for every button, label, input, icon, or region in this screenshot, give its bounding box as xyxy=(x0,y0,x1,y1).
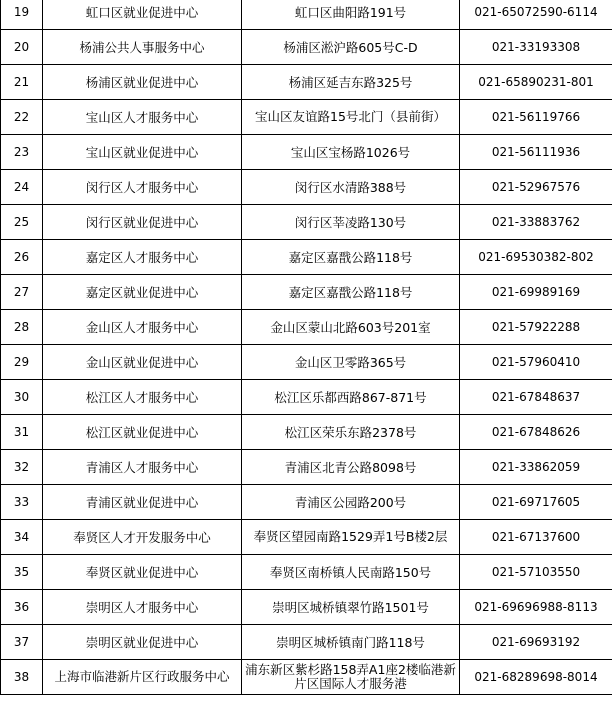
center-address: 杨浦区淞沪路605号C-D xyxy=(242,30,460,65)
center-address: 奉贤区望园南路1529弄1号B楼2层 xyxy=(242,520,460,555)
row-number: 19 xyxy=(1,0,43,30)
center-phone: 021-67848626 xyxy=(460,415,612,450)
table-row xyxy=(1,450,612,485)
center-name: 宝山区人才服务中心 xyxy=(43,100,242,135)
center-address: 奉贤区南桥镇人民南路150号 xyxy=(242,555,460,590)
center-phone: 021-67848637 xyxy=(460,380,612,415)
center-phone: 021-57960410 xyxy=(460,345,612,380)
center-address: 嘉定区嘉戬公路118号 xyxy=(242,240,460,275)
row-number: 32 xyxy=(1,450,43,485)
center-address: 崇明区城桥镇南门路118号 xyxy=(242,625,460,660)
row-number: 22 xyxy=(1,100,43,135)
center-phone: 021-57922288 xyxy=(460,310,612,345)
row-number: 29 xyxy=(1,345,43,380)
center-phone: 021-67137600 xyxy=(460,520,612,555)
row-number: 21 xyxy=(1,65,43,100)
table-row xyxy=(1,380,612,415)
center-name: 青浦区就业促进中心 xyxy=(43,485,242,520)
row-number: 28 xyxy=(1,310,43,345)
center-phone: 021-33193308 xyxy=(460,30,612,65)
row-number: 36 xyxy=(1,590,43,625)
row-number: 34 xyxy=(1,520,43,555)
center-name: 闵行区人才服务中心 xyxy=(43,170,242,205)
table-row xyxy=(1,660,612,695)
center-phone: 021-69696988-8113 xyxy=(460,590,612,625)
table-body xyxy=(1,0,612,695)
center-phone: 021-69717605 xyxy=(460,485,612,520)
center-name: 金山区就业促进中心 xyxy=(43,345,242,380)
table-row xyxy=(1,240,612,275)
center-phone: 021-65072590-6114 xyxy=(460,0,612,30)
row-number: 33 xyxy=(1,485,43,520)
row-number: 30 xyxy=(1,380,43,415)
center-phone: 021-69693192 xyxy=(460,625,612,660)
center-name: 奉贤区就业促进中心 xyxy=(43,555,242,590)
center-phone: 021-65890231-801 xyxy=(460,65,612,100)
center-name: 嘉定区就业促进中心 xyxy=(43,275,242,310)
center-name: 金山区人才服务中心 xyxy=(43,310,242,345)
center-address: 金山区蒙山北路603号201室 xyxy=(242,310,460,345)
center-phone: 021-68289698-8014 xyxy=(460,660,612,695)
center-name: 上海市临港新片区行政服务中心 xyxy=(43,660,242,695)
row-number: 23 xyxy=(1,135,43,170)
row-number: 20 xyxy=(1,30,43,65)
table-row xyxy=(1,170,612,205)
center-name: 宝山区就业促进中心 xyxy=(43,135,242,170)
row-number: 26 xyxy=(1,240,43,275)
table-row xyxy=(1,345,612,380)
center-phone: 021-33862059 xyxy=(460,450,612,485)
center-address: 杨浦区延吉东路325号 xyxy=(242,65,460,100)
row-number: 31 xyxy=(1,415,43,450)
center-name: 松江区人才服务中心 xyxy=(43,380,242,415)
center-address: 宝山区友谊路15号北门（县前街） xyxy=(242,100,460,135)
center-address: 虹口区曲阳路191号 xyxy=(242,0,460,30)
table-row xyxy=(1,205,612,240)
center-phone: 021-52967576 xyxy=(460,170,612,205)
table-row xyxy=(1,0,612,30)
center-name: 杨浦公共人事服务中心 xyxy=(43,30,242,65)
center-phone: 021-69530382-802 xyxy=(460,240,612,275)
row-number: 24 xyxy=(1,170,43,205)
table-row xyxy=(1,135,612,170)
center-address: 青浦区公园路200号 xyxy=(242,485,460,520)
center-phone: 021-57103550 xyxy=(460,555,612,590)
center-name: 嘉定区人才服务中心 xyxy=(43,240,242,275)
center-name: 崇明区人才服务中心 xyxy=(43,590,242,625)
center-name: 奉贤区人才开发服务中心 xyxy=(43,520,242,555)
row-number: 35 xyxy=(1,555,43,590)
center-address: 崇明区城桥镇翠竹路1501号 xyxy=(242,590,460,625)
center-name: 虹口区就业促进中心 xyxy=(43,0,242,30)
center-address: 金山区卫零路365号 xyxy=(242,345,460,380)
table-row xyxy=(1,275,612,310)
row-number: 25 xyxy=(1,205,43,240)
table-row xyxy=(1,415,612,450)
center-name: 崇明区就业促进中心 xyxy=(43,625,242,660)
center-address: 浦东新区紫杉路158弄A1座2楼临港新片区国际人才服务港 xyxy=(242,660,460,695)
center-phone: 021-69989169 xyxy=(460,275,612,310)
row-number: 27 xyxy=(1,275,43,310)
center-phone: 021-56119766 xyxy=(460,100,612,135)
table-row xyxy=(1,485,612,520)
center-phone: 021-33883762 xyxy=(460,205,612,240)
center-address: 宝山区宝杨路1026号 xyxy=(242,135,460,170)
center-address: 闵行区莘凌路130号 xyxy=(242,205,460,240)
table-row xyxy=(1,30,612,65)
table-row xyxy=(1,520,612,555)
center-address: 嘉定区嘉戬公路118号 xyxy=(242,275,460,310)
center-phone: 021-56111936 xyxy=(460,135,612,170)
row-number: 38 xyxy=(1,660,43,695)
center-address: 青浦区北青公路8098号 xyxy=(242,450,460,485)
center-name: 松江区就业促进中心 xyxy=(43,415,242,450)
center-address: 闵行区水清路388号 xyxy=(242,170,460,205)
center-name: 青浦区人才服务中心 xyxy=(43,450,242,485)
center-name: 杨浦区就业促进中心 xyxy=(43,65,242,100)
table-row xyxy=(1,590,612,625)
table-row xyxy=(1,65,612,100)
table-row xyxy=(1,100,612,135)
table-row xyxy=(1,310,612,345)
center-address: 松江区荣乐东路2378号 xyxy=(242,415,460,450)
table-row xyxy=(1,625,612,660)
center-name: 闵行区就业促进中心 xyxy=(43,205,242,240)
table-row xyxy=(1,555,612,590)
center-address: 松江区乐都西路867-871号 xyxy=(242,380,460,415)
row-number: 37 xyxy=(1,625,43,660)
